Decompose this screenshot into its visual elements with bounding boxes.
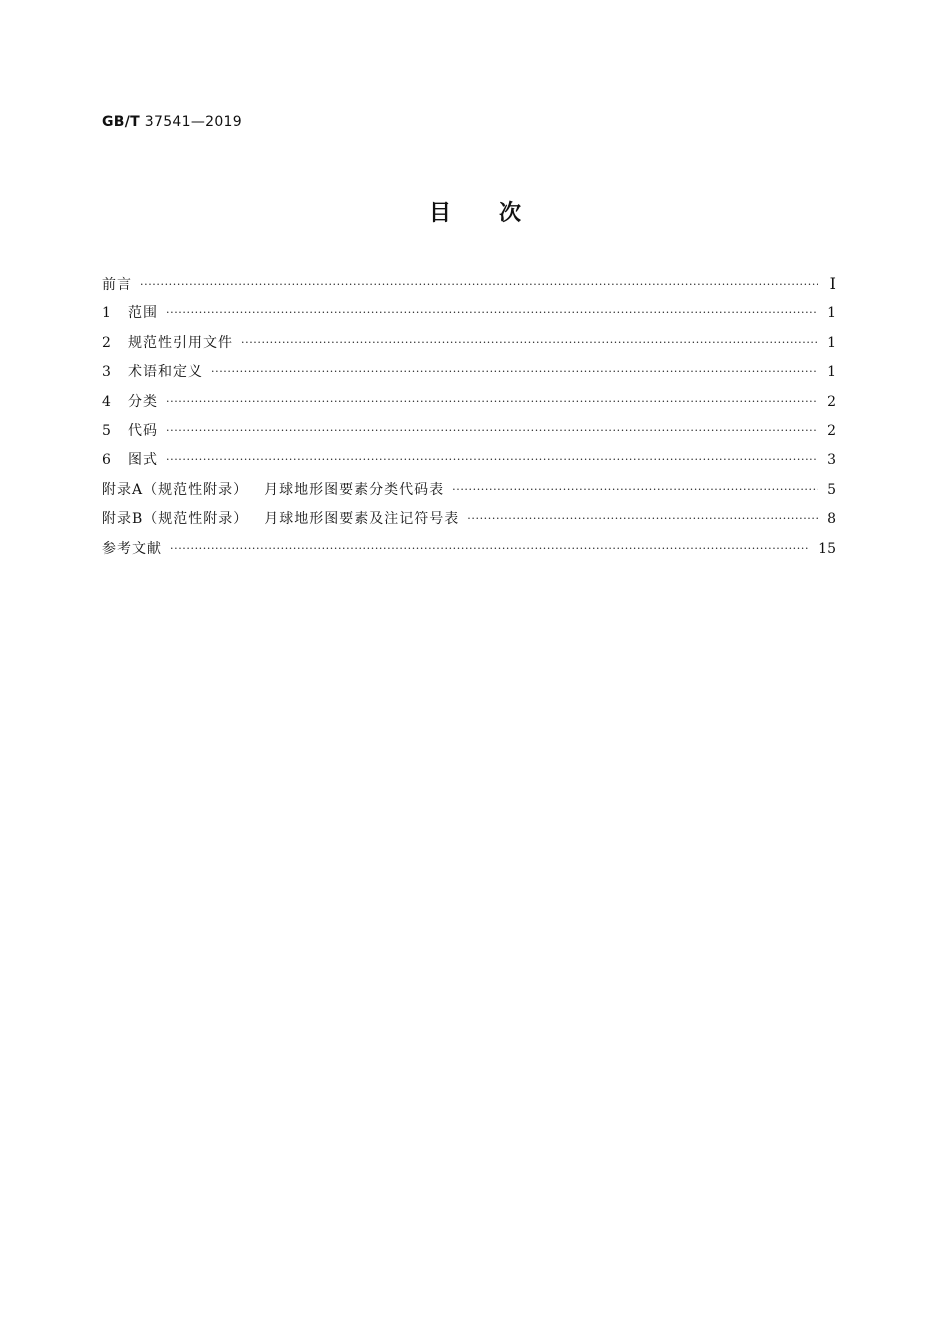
toc-page-number: 15 [818, 540, 836, 557]
toc-page-number: 1 [827, 364, 836, 381]
toc-sublabel: 月球地形图要素分类代码表 [264, 481, 445, 498]
toc-label: 前言 [102, 277, 132, 293]
toc-leader [166, 421, 818, 441]
standard-number: 37541—2019 [144, 114, 242, 130]
toc-section-number: 6 [102, 452, 111, 469]
toc-entry-foreword[interactable] [102, 274, 836, 303]
toc-label: 图式 [128, 452, 158, 469]
toc-page-number: 8 [827, 511, 836, 528]
toc-section-number: 1 [102, 305, 111, 322]
toc-label: 代码 [128, 422, 158, 439]
toc-section-number: 2 [102, 334, 111, 351]
toc-entry-scope[interactable] [102, 303, 836, 332]
toc-page-number: 2 [827, 422, 836, 439]
toc-label: 规范性引用文件 [128, 334, 233, 351]
toc-sublabel: 月球地形图要素及注记符号表 [264, 511, 460, 528]
toc-leader [166, 303, 818, 323]
toc-page-number: 2 [827, 393, 836, 410]
toc-page-number: 1 [827, 305, 836, 322]
toc-leader [467, 509, 818, 529]
toc-entry-bibliography[interactable] [102, 539, 836, 568]
toc-page-number: 3 [827, 452, 836, 469]
toc-leader [166, 450, 818, 470]
toc-page-number: Ⅰ [829, 274, 836, 293]
toc-entry-appendix-b[interactable] [102, 509, 836, 538]
toc-leader [140, 275, 818, 295]
standard-prefix: GB/T [102, 114, 141, 130]
toc-entry-codes[interactable] [102, 421, 836, 450]
toc-title: 目次 [428, 201, 569, 226]
document-code [102, 114, 242, 130]
toc-leader [211, 362, 818, 382]
toc-label: 附录A（规范性附录） [102, 481, 249, 498]
toc-label: 参考文献 [102, 540, 162, 557]
toc-section-number: 4 [102, 393, 111, 410]
toc-leader [241, 333, 818, 353]
toc-entry-classification[interactable] [102, 392, 836, 421]
toc-label: 附录B（规范性附录） [102, 511, 249, 528]
toc-label: 范围 [128, 305, 158, 322]
table-of-contents [102, 274, 836, 568]
toc-leader [166, 392, 818, 412]
toc-entry-terms-definitions[interactable] [102, 362, 836, 391]
toc-leader [452, 480, 818, 500]
toc-page-number: 1 [827, 334, 836, 351]
toc-page-number: 5 [827, 481, 836, 498]
toc-section-number: 5 [102, 422, 111, 439]
toc-entry-normative-references[interactable] [102, 333, 836, 362]
toc-entry-symbols[interactable] [102, 450, 836, 479]
toc-label: 分类 [128, 393, 158, 410]
toc-entry-appendix-a[interactable] [102, 480, 836, 509]
toc-label: 术语和定义 [128, 364, 203, 381]
toc-leader [170, 539, 810, 559]
toc-section-number: 3 [102, 364, 111, 381]
